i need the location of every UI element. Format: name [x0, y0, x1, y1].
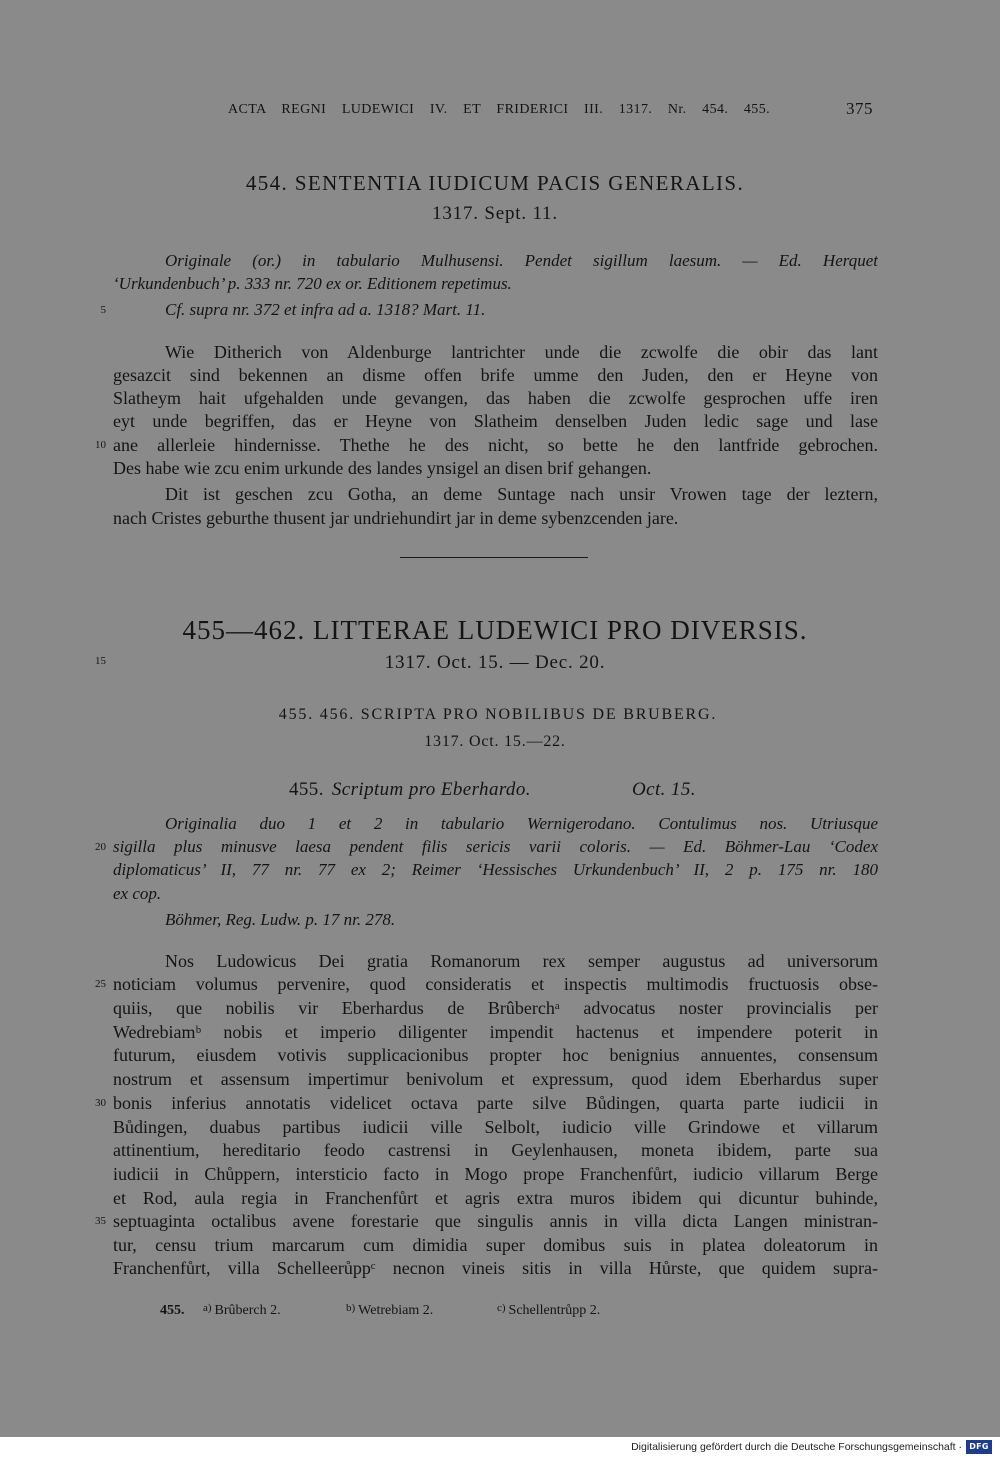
document-heading: [289, 777, 531, 803]
source-line: ‘Urkundenbuch’ p. 333 nr. 720 ex or. Editionem repetimus.: [113, 274, 512, 293]
source-line: Cf. supra nr. 372 et infra ad a. 1318? Mart. 11.: [165, 300, 486, 319]
text-line: Bůdingen, duabus partibus iudicii ville Selbolt, iudicio ville Grindowe et villarum: [113, 1117, 878, 1137]
text-line: ane allerleie hindernisse. Thethe he des nicht, so bette he den lantfride gebrochen.: [113, 435, 878, 455]
document-number: 455.: [289, 779, 324, 800]
subgroup-date: 1317. Oct. 15.—22.: [424, 733, 566, 750]
text-line: iudicii in Chůppern, intersticio facto in Mogo prope Franchenfůrt, iudicio villarum Berge: [113, 1164, 878, 1184]
source-line: Originale (or.) in tabulario Mulhusensi. Pendet sigillum laesum. — Ed. Herquet: [165, 251, 878, 270]
text-line: futurum, eiusdem votivis supplicacionibus propter hoc benignius annuentes, consensum: [113, 1045, 878, 1065]
footnote: [203, 1301, 281, 1321]
line-number: 35: [95, 1215, 106, 1227]
text-line: attinentium, hereditario feodo castrensi in Geylenhausen, moneta ibidem, parte sua: [113, 1140, 878, 1160]
footnote-mark: c): [497, 1302, 506, 1314]
text-line: Wedrebiamᵇ nobis et imperio diligenter impendit hactenus et impendere poterit in: [113, 1022, 878, 1042]
text-line: quiis, que nobilis vir Eberhardus de Brûberchᵃ advocatus noster provincialis per: [113, 998, 878, 1018]
text-line: Wie Ditherich von Aldenburge lantrichter unde die zcwolfe die obir das lant: [165, 342, 878, 362]
text-line: septuaginta octalibus avene forestarie que singulis annis in villa dicta Langen ministran-: [113, 1211, 878, 1231]
text-line: gesazcit sind bekennen an disme offen brife umme den Juden, den er Heyne von: [113, 365, 878, 385]
text-line: noticiam volumus pervenire, quod consideratis et inspectis multimodis fructuosis obse-: [113, 974, 878, 994]
text-line: Des habe wie zcu enim urkunde des landes ynsigel an disen brif gehangen.: [113, 458, 652, 478]
footnote-label: 455.: [160, 1303, 185, 1318]
line-number: 20: [95, 841, 106, 853]
document-date: Oct. 15.: [632, 779, 696, 800]
document-title: Scriptum pro Eberhardo.: [331, 779, 531, 800]
footnote-mark: b): [346, 1302, 356, 1314]
footnote-text: Schellentrůpp 2.: [508, 1303, 601, 1318]
source-line: sigilla plus minusve laesa pendent filis sericis varii coloris. — Ed. Böhmer-Lau ‘Codex: [113, 837, 878, 856]
text-line: Slatheym hait ufgehalden unde gevangen, das haben die zcwolfe gesprochen uffe iren: [113, 388, 878, 408]
document-date: 1317. Sept. 11.: [432, 203, 558, 224]
line-number: 10: [95, 439, 106, 451]
footer-bar: [0, 1437, 1000, 1458]
source-line: ex cop.: [113, 884, 162, 903]
text-line: Franchenfůrt, villa Schelleerůppᶜ necnon vineis sitis in villa Hůrste, que quidem supra-: [113, 1258, 878, 1278]
line-number: 30: [95, 1097, 106, 1109]
running-head: ACTA REGNI LUDEWICI IV. ET FRIDERICI III. 1317. Nr. 454. 455.: [228, 102, 770, 117]
footnote-mark: a): [203, 1302, 212, 1314]
text-line: nach Cristes geburthe thusent jar undriehundirt jar in deme sybenzcenden jare.: [113, 508, 679, 528]
subgroup-heading: 455. 456. SCRIPTA PRO NOBILIBUS DE BRUBERG.: [278, 706, 718, 723]
document-heading: 454. SENTENTIA IUDICUM PACIS GENERALIS.: [245, 171, 745, 195]
text-line: Nos Ludowicus Dei gratia Romanorum rex semper augustus ad universorum: [165, 951, 878, 971]
text-line: bonis inferius annotatis videlicet octava parte silve Bůdingen, quarta parte iudicii in: [113, 1093, 878, 1113]
text-line: tur, censu trium marcarum cum dimidia super domibus suis in platea doleatorum in: [113, 1235, 878, 1255]
text-line: et Rod, aula regia in Franchenfůrt et agris extra muros ibidem qui dicuntur buhinde,: [113, 1188, 878, 1208]
text-line: eyt unde begriffen, das er Heyne von Slatheim denselben Juden ledic sage und lase: [113, 411, 878, 431]
section-divider: [400, 557, 588, 558]
footnote: [346, 1301, 433, 1321]
text-line: Dit ist geschen zcu Gotha, an deme Suntage nach unsir Vrowen tage der leztern,: [165, 484, 878, 504]
text-line: nostrum et assensum impertimur benivolum et expressum, quod idem Eberhardus super: [113, 1069, 878, 1089]
footnote: [497, 1301, 600, 1321]
group-heading: 455—462. LITTERAE LUDEWICI PRO DIVERSIS.: [182, 615, 808, 645]
line-number: 5: [100, 304, 106, 316]
footnote-text: Brûberch 2.: [214, 1303, 281, 1318]
footnote-text: Wetrebiam 2.: [358, 1303, 434, 1318]
line-number: 25: [95, 978, 106, 990]
dfg-logo[interactable]: DFG: [966, 1440, 992, 1454]
group-date: 1317. Oct. 15. — Dec. 20.: [384, 652, 606, 673]
source-line: diplomaticus’ II, 77 nr. 77 ex 2; Reimer ‘Hessisches Urkundenbuch’ II, 2 p. 175 nr. 180: [113, 860, 878, 879]
line-number: 15: [95, 655, 106, 667]
source-line: Böhmer, Reg. Ludw. p. 17 nr. 278.: [165, 910, 396, 929]
funding-credit: Digitalisierung gefördert durch die Deutsche Forschungsgemeinschaft ·: [631, 1441, 962, 1453]
page-number: 375: [846, 99, 873, 118]
source-line: Originalia duo 1 et 2 in tabulario Wernigerodano. Contulimus nos. Utriusque: [165, 814, 878, 833]
